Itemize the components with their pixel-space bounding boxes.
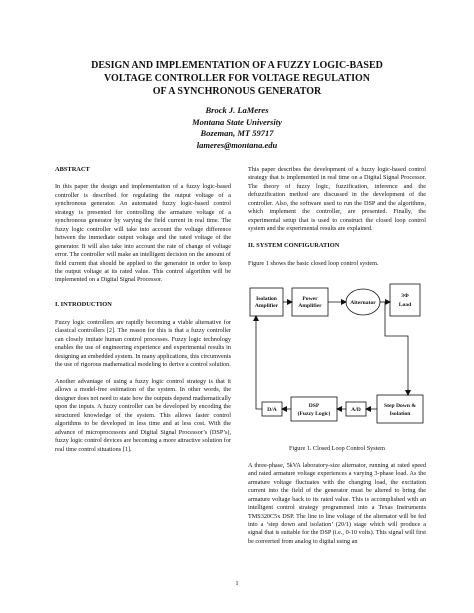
title-line-3: OF A SYNCHRONOUS GENERATOR (152, 86, 322, 97)
introduction-paragraph-2: Another advantage of using a fuzzy logic control strategy is that it allows a model-free estimation of the system. In other words, the designer does not need to state how the outputs depend mathematically upon the inputs. A fuzzy controller can be developed by encoding the structured knowledge of the system. This allows faster control algorithms to be developed in less time and at less cost. With the advance of microprocessors and Digital Signal Processor’s (DSP’s), fuzzy logic control devices are becoming a more attractive solution for real time control situations [1]. (55, 377, 231, 453)
block-diagram-svg (248, 276, 426, 441)
title-line-2: VOLTAGE CONTROLLER FOR VOLTAGE REGULATION (104, 73, 370, 84)
author-affiliation: Montana State University (192, 116, 282, 127)
load-label-1: 3Φ (401, 293, 409, 300)
step-down-label-1: Step Down & (383, 403, 417, 410)
isolation-amplifier-block (250, 288, 283, 316)
power-amplifier-block (292, 288, 328, 316)
load-block (390, 284, 420, 316)
system-configuration-paragraph-1: Figure 1 shows the basic closed loop control system. (248, 259, 379, 267)
dsp-label-2: (Fuzzy Logic) (297, 411, 331, 418)
left-column (55, 166, 231, 462)
signal-paths (256, 302, 408, 409)
figure-1-block-diagram (248, 276, 426, 441)
right-column (248, 166, 426, 555)
abstract-heading: ABSTRACT (55, 166, 90, 173)
introduction-heading: I. INTRODUCTION (55, 301, 112, 309)
paper-overview-paragraph: This paper describes the development of a fuzzy logic-based control strategy that is implemented in real time on a Digital Signal Processor. The theory of fuzzy logic, fuzzification, inference and the defuzzification method are discussed in the development of the controller. Also, the software used to run the DSP and the algorithms, which implement the controller, are presented. Finally, the experimental setup that is used to construct the closed loop control system and the experimental results are explained. (248, 166, 426, 233)
author-name: Brock J. LaMeres (205, 105, 269, 115)
ad-label: A/D (351, 407, 361, 414)
system-configuration-heading: II. SYSTEM CONFIGURATION (248, 242, 340, 250)
power-amplifier-label-1: Power (302, 296, 318, 303)
step-down-label-2: Isolation (389, 411, 411, 418)
abstract-body: In this paper the design and implementation of a fuzzy logic-based controller is described for regulating the output voltage of a synchronous generator. An automated fuzzy logic-based control strategy is presented for controlling the armature voltage of a synchronous generator by varying the field current in real time. The fuzzy logic controller will take into account the voltage difference between the immediate output voltage and the rated voltage of the generator. It will also take into account the rate of change of voltage error. The controller will make an intelligent decision on the amount of field current that should be applied to the generator in order to keep the output voltage at its rated value. This control algorithm will be implemented on a Digital Signal Processor. (55, 183, 231, 284)
figure-1-caption: Figure 1. Closed Loop Control System (289, 445, 385, 453)
author-email: lameres@montana.edu (196, 139, 278, 150)
load-label-2: Load (398, 302, 412, 309)
author-location: Bozeman, MT 59717 (200, 128, 274, 138)
step-down-isolation-block (377, 395, 423, 423)
isolation-amplifier-label-1: Isolation (256, 296, 277, 303)
paper-title (60, 59, 414, 98)
page-number: 1 (235, 580, 239, 587)
isolation-amplifier-label-2: Amplifier (254, 303, 279, 310)
alternator-label: Alternator (350, 300, 376, 307)
da-label: D/A (267, 407, 277, 414)
introduction-paragraph-1: Fuzzy logic controllers are rapidly becoming a viable alternative for classical controllers [2]. The reason for this is that a fuzzy controller can closely imitate human control processes. Fuzzy logic technology enables the use of engineering experience and experimental results in designing an embedded system. In many applications, this circumvents the use of rigorous mathematical modeling to derive a control solution. (55, 318, 231, 369)
power-amplifier-label-2: Amplifier (298, 303, 322, 310)
author-block (120, 105, 354, 151)
dsp-block (291, 397, 337, 421)
system-configuration-paragraph-2: A three-phase, 5kVA laboratory-size alternator, running at rated speed and rated armature voltage experiences a varying 3-phase load. As the armature voltage fluctuates with the changing load, the excitation current into the field of the generator must be altered to bring the armature voltage back to its rated value. This is accomplished with an intelligent control strategy programmed into a Texas Instruments TMS320C5x DSP. The line to line voltage of the alternator will be fed into a ‘step down and isolation’ (20/1) stage which will produce a signal that is suitable for the DSP (i.e., 0-10 volts). This signal will first be converted from analog to digital using an (248, 461, 426, 545)
title-line-1: DESIGN AND IMPLEMENTATION OF A FUZZY LOGIC-BASED (91, 60, 383, 71)
dsp-label-1: DSP (308, 403, 320, 410)
